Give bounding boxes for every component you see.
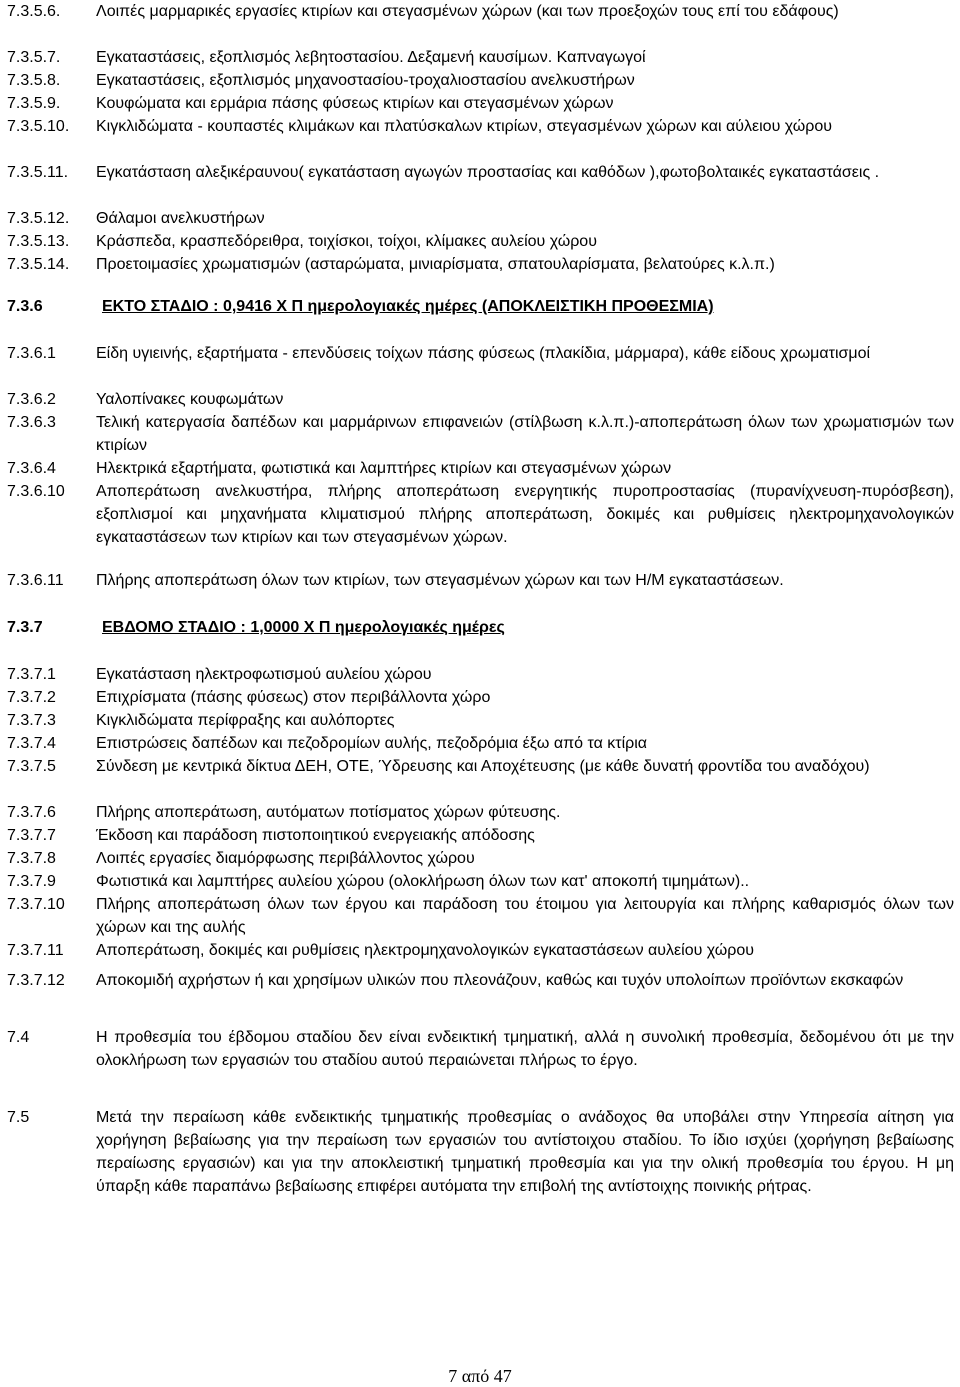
item-text: Πλήρης αποπεράτωση όλων των έργου και παράδοση του έτοιμου για λειτουργία και πλήρης καθαρισμός όλων των χώρων και της αυλής [96,896,954,936]
item-text: Έκδοση και παράδοση πιστοποιητικού ενεργειακής απόδοσης [96,827,535,844]
item-number: 7.3.7.12 [7,972,65,989]
item-text: Ηλεκτρικά εξαρτήματα, φωτιστικά και λαμπτήρες κτιρίων και στεγασμένων χώρων [96,460,672,477]
item-text: Αποπεράτωση, δοκιμές και ρυθμίσεις ηλεκτρομηχανολογικών εγκαταστάσεων αυλείου χώρου [96,942,755,959]
item-text: Είδη υγιεινής, εξαρτήματα - επενδύσεις τοίχων πάσης φύσεως (πλακίδια, μάρμαρα), κάθε είδους χρωματισμοί [96,345,871,362]
stage-title: ΕΚΤΟ ΣΤΑΔΙΟ : 0,9416 Χ Π ημερολογιακές ημέρες (ΑΠΟΚΛΕΙΣΤΙΚΗ ΠΡΟΘΕΣΜΙΑ) [102,298,714,315]
item-number: 7.3.6.3 [7,414,56,431]
item-number: 7.3.5.7. [7,49,61,66]
item-text: Λοιπές μαρμαρικές εργασίες κτιρίων και στεγασμένων χώρων (και των προεξοχών τους επί του εδάφους) [96,3,839,20]
item-text: Επιχρίσματα (πάσης φύσεως) στον περιβάλλοντα χώρο [96,689,491,706]
item-number: 7.3.7.7 [7,827,56,844]
item-text: Μετά την περαίωση κάθε ενδεικτικής τμηματικής προθεσμίας ο ανάδοχος θα υποβάλει στην Υπηρεσία αίτηση για χορήγηση βεβαίωσης για την περαίωση των εργασιών του αντίστοιχου σταδίου. Το ίδιο ισχύει (χορήγηση βεβαίωσης περαίωσης εργασιών) και για την αποκλειστική τμηματική προθεσμία και για την ολική προθεσμία του έργου. Η μη ύπαρξη κάθε παραπάνω βεβαίωσης επιφέρει αυτόματα την επιβολή της αντίστοιχης ποινικής ρήτρας. [96,1109,954,1195]
item-text: Θάλαμοι ανελκυστήρων [96,210,265,227]
item-number: 7.3.7.2 [7,689,56,706]
item-number: 7.3.6.4 [7,460,56,477]
item-number: 7.3.7.9 [7,873,56,890]
item-number: 7.3.5.8. [7,72,61,89]
item-number: 7.3.5.12. [7,210,70,227]
item-number: 7.3.5.10. [7,118,70,135]
item-number: 7.3.6.11 [7,572,64,589]
item-number: 7.3.5.13. [7,233,70,250]
item-number: 7.3.6.10 [7,483,65,500]
item-number: 7.3.5.14. [7,256,70,273]
item-number: 7.3.7.3 [7,712,56,729]
item-text: Λοιπές εργασίες διαμόρφωσης περιβάλλοντος χώρου [96,850,475,867]
item-text: Φωτιστικά και λαμπτήρες αυλείου χώρου (ολοκλήρωση όλων των κατ' αποκοπή τιμημάτων).. [96,873,750,890]
item-text: Κιγκλιδώματα περίφραξης και αυλόπορτες [96,712,395,729]
item-number: 7.3.5.6. [7,3,61,20]
item-text: Εγκαταστάσεις, εξοπλισμός μηχανοστασίου-τροχαλιοστασίου ανελκυστήρων [96,72,635,89]
stage-title: ΕΒΔΟΜΟ ΣΤΑΔΙΟ : 1,0000 Χ Π ημερολογιακές ημέρες [102,619,505,636]
item-number: 7.3.7.10 [7,896,65,913]
item-text: Προετοιμασίες χρωματισμών (ασταρώματα, μινιαρίσματα, σπατουλαρίσματα, βελατούρες κ.λ.π.) [96,256,775,273]
item-text: Η προθεσμία του έβδομου σταδίου δεν είναι ενδεικτική τμηματική, αλλά η συνολική προθεσμία, δεδομένου ότι με την ολοκλήρωση των εργασιών του σταδίου αυτού περαιώνεται πλήρως το έργο. [96,1029,954,1069]
item-text: Υαλοπίνακες κουφωμάτων [96,391,284,408]
item-number: 7.3.6.2 [7,391,56,408]
item-text: Επιστρώσεις δαπέδων και πεζοδρομίων αυλής, πεζοδρόμια έξω από τα κτίρια [96,735,648,752]
item-number: 7.4 [7,1029,30,1046]
item-text: Πλήρης αποπεράτωση όλων των κτιρίων, των στεγασμένων χώρων και των Η/Μ εγκαταστάσεων. [96,572,784,589]
item-number: 7.3.7.5 [7,758,56,775]
page-number: 7 από 47 [448,1366,512,1386]
stage-number: 7.3.7 [7,619,43,636]
stage-number: 7.3.6 [7,298,43,315]
item-number: 7.3.7.8 [7,850,56,867]
item-number: 7.3.7.11 [7,942,64,959]
item-number: 7.5 [7,1109,30,1126]
item-text: Αποκομιδή αχρήστων ή και χρησίμων υλικών που πλεονάζουν, καθώς και τυχόν υπολοίπων προϊόντων εκσκαφών [96,972,904,989]
item-text: Κουφώματα και ερμάρια πάσης φύσεως κτιρίων και στεγασμένων χώρων [96,95,614,112]
item-number: 7.3.7.6 [7,804,56,821]
item-text: Πλήρης αποπεράτωση, αυτόματων ποτίσματος χώρων φύτευσης. [96,804,561,821]
item-text: Κράσπεδα, κρασπεδόρειθρα, τοιχίσκοι, τοίχοι, κλίμακες αυλείου χώρου [96,233,597,250]
item-text: Αποπεράτωση ανελκυστήρα, πλήρης αποπεράτωση ενεργητικής πυροπροστασίας (πυρανίχνευση-πυρόσβεση), εξοπλισμοί και μηχανήματα κλιματισμού πλήρης αποπεράτωση, δοκιμές και ρυθμίσεις ηλεκτρομηχανολογικών εγκαταστάσεων των κτιρίων και των στεγασμένων χώρων. [96,483,954,546]
item-number: 7.3.5.9. [7,95,61,112]
item-text: Σύνδεση με κεντρικά δίκτυα ΔΕΗ, ΟΤΕ, Ύδρευσης και Αποχέτευσης (με κάθε δυνατή φροντίδα του αναδόχου) [96,758,870,775]
item-text: Εγκαταστάσεις, εξοπλισμός λεβητοστασίου. Δεξαμενή καυσίμων. Καπναγωγοί [96,49,646,66]
item-number: 7.3.7.1 [7,666,56,683]
item-number: 7.3.5.11. [7,164,69,181]
item-text: Τελική κατεργασία δαπέδων και μαρμάρινων επιφανειών (στίλβωση κ.λ.π.)-αποπεράτωση όλων των χρωματισμών των κτιρίων [96,414,954,454]
item-number: 7.3.6.1 [7,345,56,362]
item-text: Εγκατάσταση αλεξικέραυνου( εγκατάσταση αγωγών προστασίας και καθόδων ),φωτοβολταικές εγκαταστάσεις . [96,164,880,181]
item-text: Κιγκλιδώματα - κουπαστές κλιμάκων και πλατύσκαλων κτιρίων, στεγασμένων χώρων και αύλειου χώρου [96,118,832,135]
item-number: 7.3.7.4 [7,735,56,752]
item-text: Εγκατάσταση ηλεκτροφωτισμού αυλείου χώρου [96,666,432,683]
